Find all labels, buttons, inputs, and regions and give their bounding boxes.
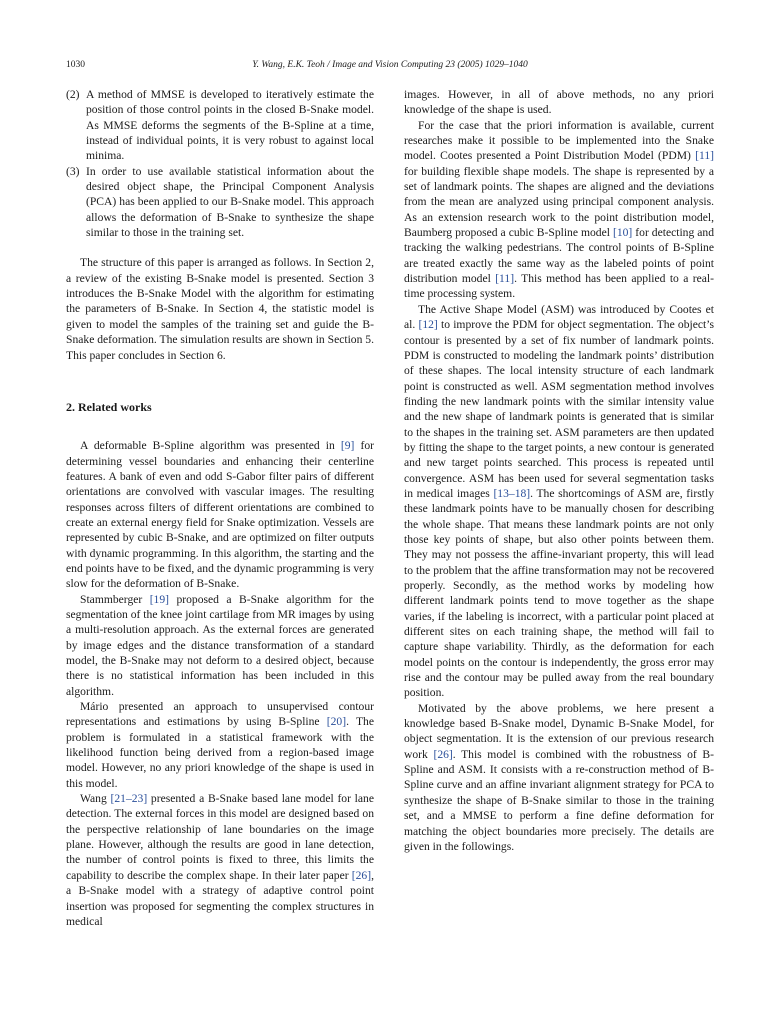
paragraph: The Active Shape Model (ASM) was introduced by Cootes et al. [12] to improve the PDM for object segmentation. The object’s contour is presented by a set of fix number of landmark points. PDM is constructed to modeling the landmark points’ distribution of these shapes. The local intensity structure of each landmark point is constructed as well. ASM segmentation method involves finding the new landmark points with the similar intensity value and the new shape of landmark points is generated that is similar to the shapes in the training set. ASM parameters are then updated by fitting the shape to the target points, a new contour is generated and new target points searched. This process is repeated until convergence. ASM has been used for several segmentation tasks in medical images [13–18]. The shortcomings of ASM are, firstly these landmark points have to be manually chosen for describing the whole shape. That means these landmark points are not only those key points of shape, but also other points between them. They may not possess the affine-invariant property, this will lead to the problem that the affine transformation may not be recovered properly. Secondly, as the method works by modeling how different landmark points tend to move together as the shape varies, if the labeling is incorrect, with a particular point placed at different sites on each training shape, the method will fail to capture shape variability. Thirdly, as the deformation for each model points on the contour is independently, the gross error may rise and the contour may be pulled away from the real boundary position.	[404, 302, 714, 700]
paragraph: Stammberger [19] proposed a B-Snake algorithm for the segmentation of the knee joint cartilage from MR images by using a multi-resolution approach. As the external forces are generated by image edges and the distance transformation of a standard model, the B-Snake may not deform to a desired object, because there is no statistical information has been included in this algorithm.	[66, 592, 374, 698]
citation-link[interactable]: [11]	[495, 272, 515, 286]
citation-link[interactable]: [9]	[340, 439, 355, 453]
list-item-number: (3)	[66, 164, 80, 178]
citation-link[interactable]: [21–23]	[110, 792, 148, 806]
structure-paragraph: The structure of this paper is arranged as follows. In Section 2, a review of the existing B-Snake model is presented. Section 3 introduces the B-Snake Model with the algorithm for estimating the parameters of B-Snake. In Section 4, the statistic model is given to model the samples of the training set and guide the B-Snake deformation. The simulation results are shown in Section 5. This paper concludes in Section 6.	[66, 256, 374, 362]
paragraph: Motivated by the above problems, we here present a knowledge based B-Snake model, Dynamic B-Snake Model, for object segmentation. It is the extension of our previous research work [26]. This model is combined with the robustness of B-Spline and ASM. It consists with a re-construction method of B-Spline curve and an affine invariant alignment strategy for PCA to synthesize the shape of B-Snake similar to those in the training set, and a MMSE to perform a fine define deformation for matching the object boundaries more precisely. The details are given in the followings.	[404, 701, 715, 853]
left-column	[66, 87, 374, 929]
paragraph: A deformable B-Spline algorithm was presented in [9] for determining vessel boundaries and enhancing their centerline features. A bank of even and odd S-Gabor filter pairs of different orientations are convolved with vascular images. The resulting responses across filters of different orientations are combined to create an external energy field for Snake optimization. Vessels are represented by cubic B-Snake, and are optimized on filter outputs with dynamic programming. In this algorithm, the starting and the end points have to be fixed, and the dynamic programming is very slow for the deformation of B-Snake.	[66, 439, 374, 591]
right-column	[404, 87, 714, 854]
running-head	[66, 60, 714, 74]
list-item-number: (2)	[66, 88, 80, 101]
paragraph: Mário presented an approach to unsupervised contour representations and estimations by using B-Spline [20]. The problem is formulated in a statistical framework with the likelihood function being derived from a region-based image model. However, no any priori knowledge of the shape is used in this model.	[66, 700, 374, 790]
paragraph: Wang [21–23] presented a B-Snake based lane model for lane detection. The external forces in this model are designed based on the perspective relationship of lane boundaries on the image plane. However, although the results are good in lane detection, the number of control points is fixed to three, this limits the capability to describe the complex shape. In their later paper [26], a B-Snake model with a strategy of adaptive control point insertion was proposed for segmenting the complex structures in medical	[66, 792, 374, 928]
list-item-text: In order to use available statistical information about the desired object shape, the Principal Component Analysis (PCA) has been applied to our B-Snake model. This approach allows the deformation of B-Snake to synthesize the shape similar to those in the training set.	[86, 164, 374, 240]
page-number: 1030	[66, 60, 85, 70]
citation-link[interactable]: [26]	[433, 747, 453, 761]
paragraph: images. However, in all of above methods, no any priori knowledge of the shape is used.	[404, 88, 714, 117]
journal-reference: Y. Wang, E.K. Teoh / Image and Vision Computing 23 (2005) 1029–1040	[252, 60, 528, 70]
citation-link[interactable]: [11]	[695, 149, 714, 163]
list-item-text: A method of MMSE is developed to iteratively estimate the position of those control points in the closed B-Snake model. As MMSE deforms the segments of the B-Spline at a time, instead of individual points, it is very robust to against local minima.	[86, 88, 374, 163]
citation-link[interactable]: [10]	[612, 226, 633, 240]
citation-link[interactable]: [26]	[351, 868, 372, 882]
citation-link[interactable]: [12]	[418, 318, 438, 332]
citation-link[interactable]: [20]	[326, 715, 347, 729]
list-item	[66, 87, 374, 164]
citation-link[interactable]: [19]	[149, 592, 170, 606]
paragraph: For the case that the priori information is available, current researches make it possible to be implemented into the Snake model. Cootes presented a Point Distribution Model (PDM) [11] for building flexible shape models. The shape is represented by a set of landmark points. The shapes are aligned and the deviations from the mean are analyzed using principal component analysis. As an extension research work to the point distribution model, Baumberg proposed a cubic B-Spline model [10] for detecting and tracking the walking pedestrians. The control points of B-Spline are treated exactly the same way as the labeled points of point distribution model [11]. This method has been applied to a real-time processing system.	[404, 118, 715, 301]
citation-link[interactable]: [13–18]	[493, 486, 531, 500]
list-item	[66, 164, 374, 241]
section-heading: 2. Related works	[66, 399, 152, 414]
